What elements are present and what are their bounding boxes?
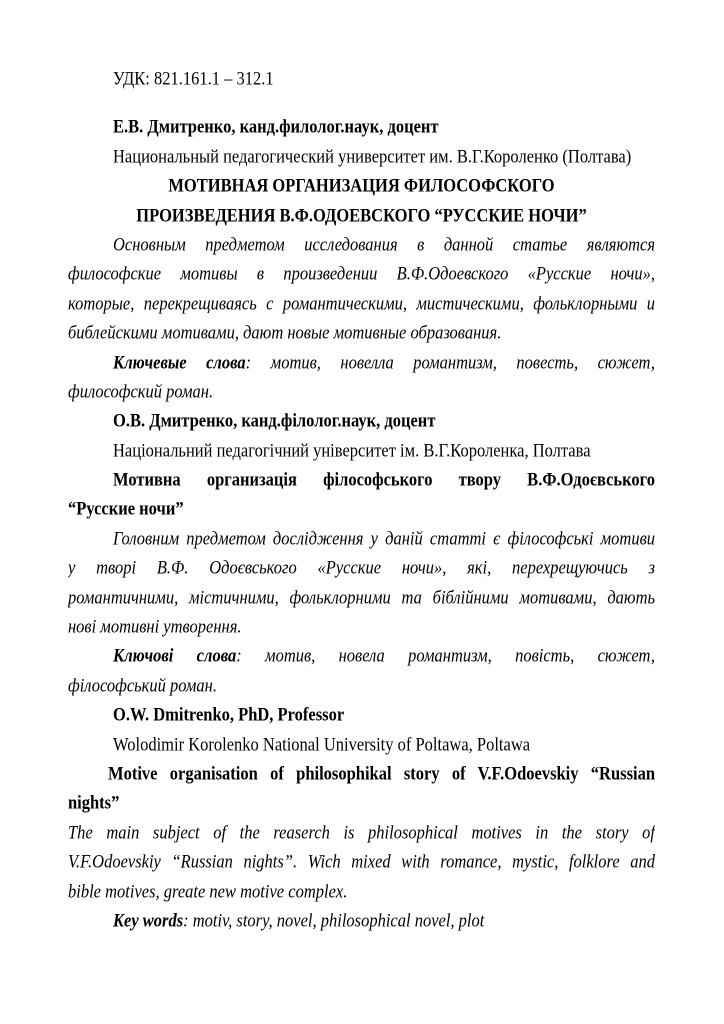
abstract-uk-line: романтичними, містичними, фольклорними та біблійними мотивами, дають [68,586,655,608]
author-uk: О.В. Дмитренко, канд.філолог.наук, доцент [113,410,436,432]
keywords-ru-cont: философский роман. [68,380,214,403]
abstract-ru-line: Основным предметом исследования в данной статье являются [113,233,655,256]
keywords-en [68,904,655,937]
keywords-label: Ключевые слова [113,351,246,373]
title-en-line: nights” [68,792,120,814]
keywords-uk [68,640,655,673]
keywords-label: Key words [113,909,184,932]
udk-code: УДК: 821.161.1 – 312.1 [113,67,274,90]
russian-section [68,112,655,406]
english-section [68,700,655,935]
ukrainian-section [68,406,655,700]
document-page [68,64,655,935]
title-uk-line: Мотивна организація філософського твору В.Ф.Одоєвського [113,468,655,491]
keywords-uk-cont: філософський роман. [68,674,217,696]
title-ru-line: ПРОИЗВЕДЕНИЯ В.Ф.ОДОЕВСКОГО “РУССКИЕ НОЧИ” [136,204,587,226]
affiliation-ru: Национальный педагогический университет им. В.Г.Короленко (Полтава) [113,145,632,167]
title-uk-line: “Русские ночи” [68,498,184,520]
affiliation-en: Wolodimir Korolenko National University of Poltawa, Poltawa [113,733,531,755]
title-ru-line: МОТИВНАЯ ОРГАНИЗАЦИЯ ФИЛОСОФСКОГО [168,175,555,197]
abstract-uk-line: у творі В.Ф. Одоєвського «Русские ночи», які, перехрещуючись з [68,557,655,579]
keywords-text: : мотив, новела романтизм, повість, сюжет, [236,645,655,667]
author-en: O.W. Dmitrenko, PhD, Professor [113,704,345,726]
abstract-en-line: The main subject of the reaserch is philosophical motives in the story of [68,821,655,843]
abstract-ru-line: библейскими мотивами, дают новые мотивные образования. [68,321,502,344]
affiliation-uk: Національний педагогічний університет ім. В.Г.Короленка, Полтава [113,439,591,461]
abstract-uk-line: Головним предметом дослідження у даній статті є філософські мотиви [113,527,655,549]
keywords-ru [68,346,655,379]
keywords-text: : мотив, новелла романтизм, повесть, сюжет, [245,351,655,373]
abstract-en-line: V.F.Odoevskiy “Russian nights”. Wich mixed with romance, mystic, folklore and [68,850,655,873]
abstract-en-line: bible motives, greate new motive complex. [68,880,348,902]
title-en-line: Motive organisation of philosophikal story of V.F.Odoevskiy “Russian [108,762,655,785]
author-ru: Е.В. Дмитренко, канд.филолог.наук, доцент [113,116,439,138]
abstract-uk-line: нові мотивні утворення. [68,615,242,638]
keywords-text: : motiv, story, novel, philosophical novel, plot [183,909,485,932]
abstract-ru-line: которые, перекрещиваясь с романтическими, мистическими, фольклорными и [68,292,655,314]
abstract-ru-line: философские мотивы в произведении В.Ф.Одоевского «Русские ночи», [68,263,655,285]
keywords-label: Ключові слова [113,645,237,667]
